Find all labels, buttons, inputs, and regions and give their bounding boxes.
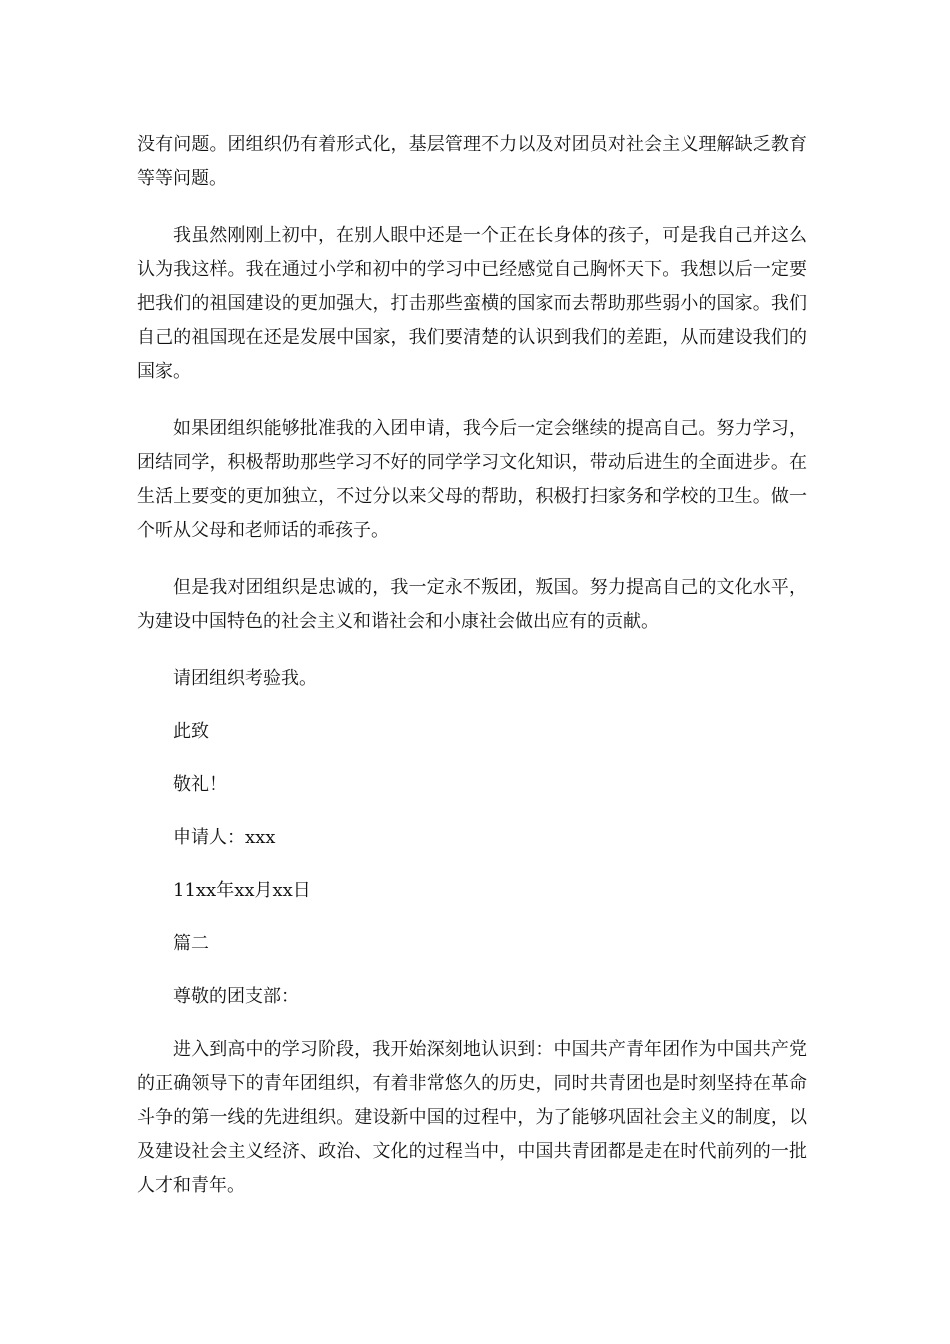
letter-greeting: 尊敬的团支部： [173,986,299,1007]
paragraph-loyalty: 但是我对团组织是忠诚的，我一定永不叛团，叛国。努力提高自己的文化水平，为建设中国特色的社会主义和谐社会和小康社会做出应有的贡献。 [137,577,807,632]
letter-date: 11xx年xx月xx日 [173,880,311,901]
paragraph-commitment: 如果团组织能够批准我的入团申请，我今后一定会继续的提高自己。努力学习，团结同学，积极帮助那些学习不好的同学学习文化知识，带动后进生的全面进步。在生活上要变的更加独立，不过分以来父母的帮助，积极打扫家务和学校的卫生。做一个听从父母和老师话的乖孩子。 [137,418,807,541]
paragraph-introduction: 进入到高中的学习阶段，我开始深刻地认识到：中国共产青年团作为中国共产党的正确领导下的青年团组织，有着非常悠久的历史，同时共青团也是时刻坚持在革命斗争的第一线的先进组织。建设新中国的过程中，为了能够巩固社会主义的制度，以及建设社会主义经济、政治、文化的过程当中，中国共青团都是走在时代前列的一批人才和青年。 [137,1039,807,1196]
paragraph-personal-aspiration: 我虽然刚刚上初中，在别人眼中还是一个正在长身体的孩子，可是我自己并这么认为我这样。我在通过小学和初中的学习中已经感觉自己胸怀天下。我想以后一定要把我们的祖国建设的更加强大，打击那些蛮横的国家而去帮助那些弱小的国家。我们自己的祖国现在还是发展中国家，我们要清楚的认识到我们的差距，从而建设我们的国家。 [137,225,807,382]
salutation-cizhi: 此致 [173,721,209,742]
paragraph-continuation: 没有问题。团组织仍有着形式化，基层管理不力以及对团员对社会主义理解缺乏教育等等问题。 [137,134,807,189]
closing-request: 请团组织考验我。 [173,668,317,689]
document-page [137,128,807,1226]
salutation-jingli: 敬礼！ [173,774,227,795]
section-heading-part-two: 篇二 [173,933,209,954]
applicant-signature: 申请人：xxx [173,827,276,848]
